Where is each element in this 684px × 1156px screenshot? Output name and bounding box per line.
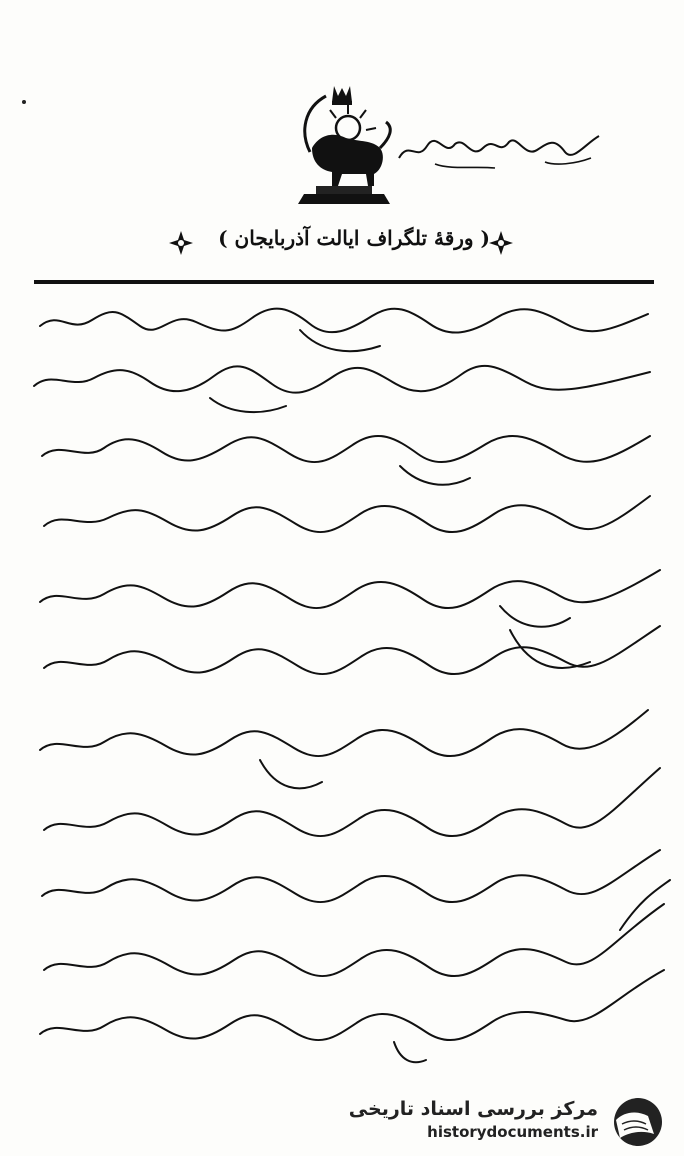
corner-ornament-icon: [488, 230, 514, 256]
handwritten-body: [0, 290, 684, 1080]
history-documents-logo-icon: [608, 1094, 664, 1148]
telegraph-form-title: ( ورقهٔ تلگراف ایالت آذربایجان ): [218, 226, 490, 250]
lion-and-sun-emblem-icon: [290, 82, 398, 210]
header-rule: [34, 280, 654, 284]
archive-name: مرکز بررسی اسناد تاریخی: [348, 1098, 598, 1120]
handwritten-top-note: [395, 128, 605, 174]
margin-dot: [22, 100, 26, 104]
corner-ornament-icon: [168, 230, 194, 256]
archive-footer: [348, 1092, 670, 1150]
archive-url: historydocuments.ir: [427, 1123, 598, 1141]
